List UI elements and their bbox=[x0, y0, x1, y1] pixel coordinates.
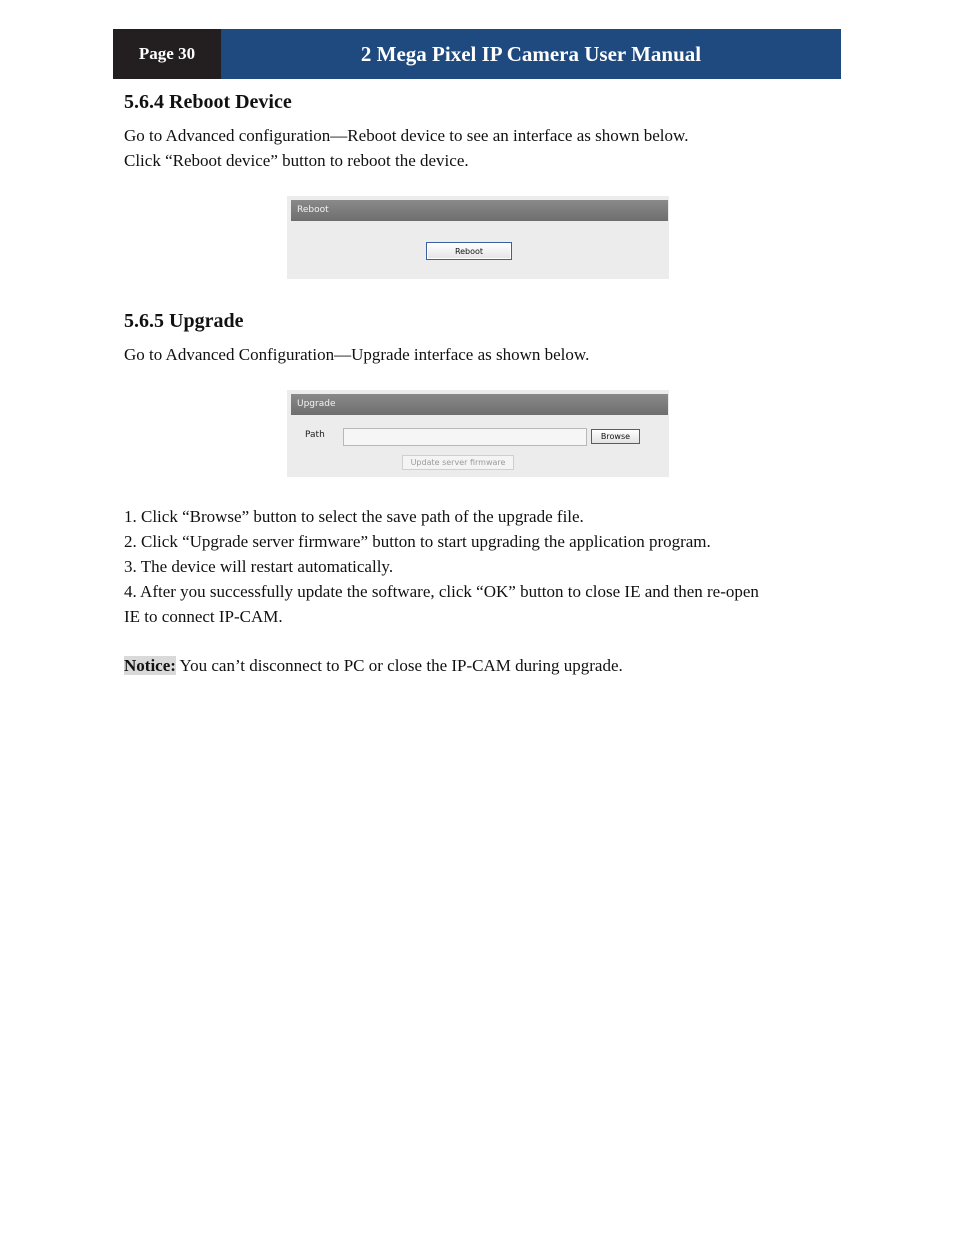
reboot-panel-title: Reboot bbox=[291, 200, 668, 221]
reboot-paragraph-2: Click “Reboot device” button to reboot the device. bbox=[124, 151, 469, 170]
manual-title: 2 Mega Pixel IP Camera User Manual bbox=[221, 29, 841, 79]
step-3: 3. The device will restart automatically. bbox=[124, 557, 394, 576]
reboot-panel bbox=[287, 196, 669, 279]
notice-text: You can’t disconnect to PC or close the IP-CAM during upgrade. bbox=[175, 656, 623, 675]
page-header bbox=[113, 29, 841, 79]
reboot-paragraph-1: Go to Advanced configuration—Reboot device to see an interface as shown below. bbox=[124, 126, 689, 145]
page-number: Page 30 bbox=[113, 29, 221, 79]
upgrade-panel-title: Upgrade bbox=[291, 394, 668, 415]
step-1: 1. Click “Browse” button to select the save path of the upgrade file. bbox=[124, 507, 584, 526]
notice-label: Notice: bbox=[124, 656, 176, 675]
step-4: 4. After you successfully update the software, click “OK” button to close IE and then re-open bbox=[124, 582, 759, 601]
browse-button[interactable]: Browse bbox=[591, 429, 640, 444]
notice bbox=[124, 653, 623, 678]
reboot-button[interactable]: Reboot bbox=[426, 242, 512, 260]
upgrade-paragraph: Go to Advanced Configuration—Upgrade interface as shown below. bbox=[124, 345, 590, 364]
upgrade-heading: 5.6.5 Upgrade bbox=[124, 310, 244, 332]
step-4-continued: IE to connect IP-CAM. bbox=[124, 607, 283, 626]
update-firmware-button[interactable]: Update server firmware bbox=[402, 455, 514, 470]
step-2: 2. Click “Upgrade server firmware” button to start upgrading the application program. bbox=[124, 532, 711, 551]
path-label: Path bbox=[305, 430, 325, 440]
path-input[interactable] bbox=[343, 428, 587, 446]
upgrade-panel bbox=[287, 390, 669, 477]
reboot-heading: 5.6.4 Reboot Device bbox=[124, 91, 292, 113]
